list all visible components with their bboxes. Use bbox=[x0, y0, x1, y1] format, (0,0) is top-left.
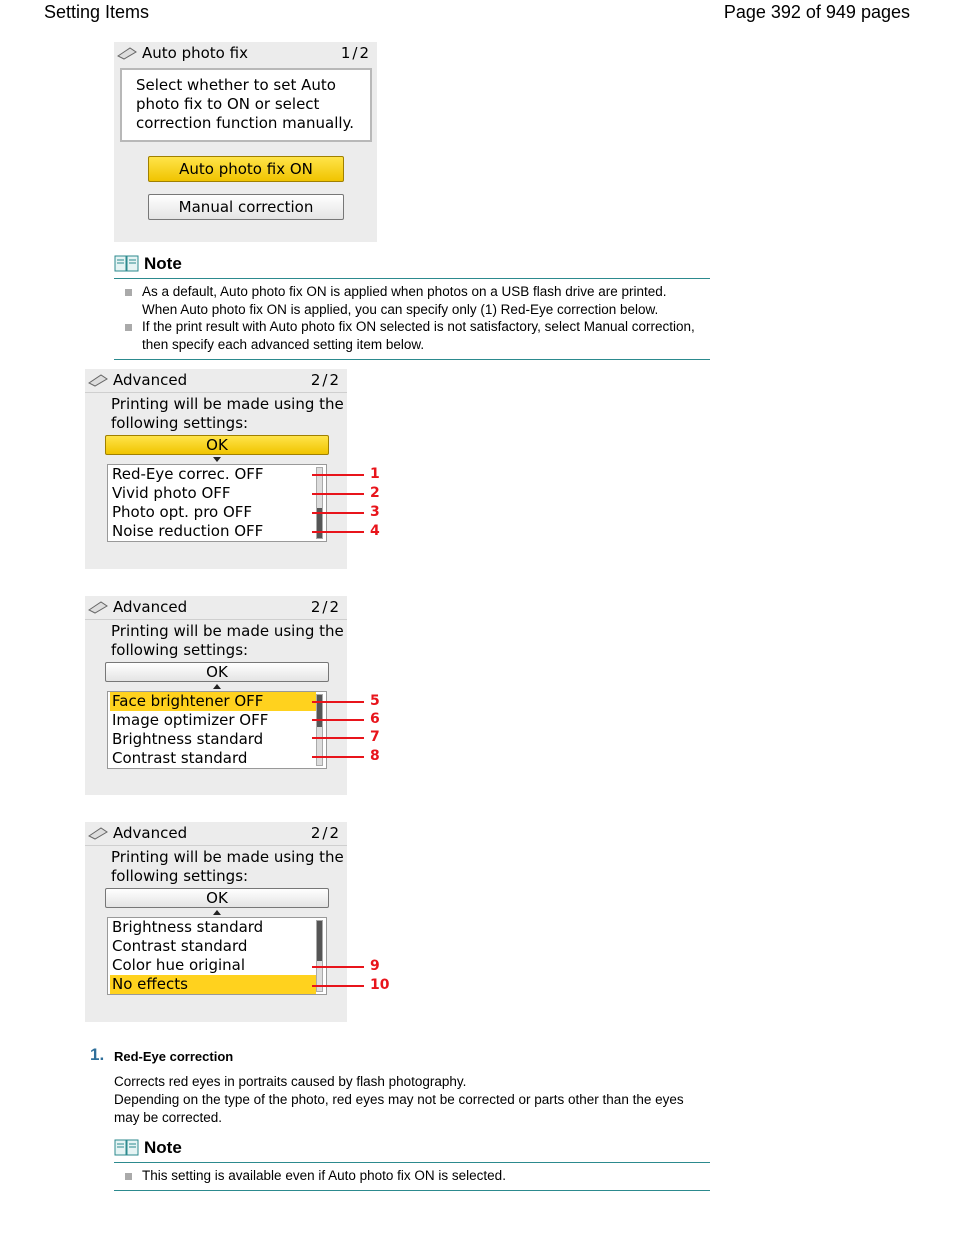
ok-button[interactable]: OK bbox=[105, 435, 329, 455]
list-item[interactable]: Brightness standard bbox=[112, 730, 264, 748]
pencil-icon bbox=[116, 46, 138, 60]
screen-title: Advanced bbox=[87, 824, 187, 842]
list-item[interactable]: Contrast standard bbox=[112, 749, 248, 767]
book-icon bbox=[114, 254, 140, 274]
section-number: 1. bbox=[90, 1045, 105, 1064]
screen-page-indicator: 1/2 bbox=[340, 44, 371, 62]
page-section-title: Setting Items bbox=[44, 2, 150, 22]
scroll-up-arrow-icon bbox=[213, 910, 221, 915]
note-bottom-divider bbox=[114, 359, 710, 360]
scrollbar[interactable] bbox=[316, 920, 323, 992]
callout-number: 8 bbox=[370, 748, 380, 764]
screen-message-line: Printing will be made using the bbox=[111, 622, 344, 640]
scroll-down-arrow-icon bbox=[213, 457, 221, 462]
screen-title: Advanced bbox=[87, 598, 187, 616]
list-item[interactable]: Image optimizer OFF bbox=[112, 711, 269, 729]
scroll-up-arrow-icon bbox=[213, 684, 221, 689]
callout-number: 4 bbox=[370, 523, 380, 539]
screen-message-line: following settings: bbox=[111, 867, 249, 885]
note-top-divider bbox=[114, 1162, 710, 1163]
callout-number: 9 bbox=[370, 958, 380, 974]
section-body: Corrects red eyes in portraits caused by flash photography. bbox=[114, 1074, 467, 1089]
advanced-screen-1 bbox=[85, 369, 347, 569]
callout-number: 10 bbox=[370, 977, 390, 993]
list-item[interactable]: Contrast standard bbox=[112, 937, 248, 955]
section-title: Red-Eye correction bbox=[114, 1049, 234, 1064]
message-box: Select whether to set Auto photo fix to ON or select correction function manually. bbox=[120, 68, 372, 142]
settings-list bbox=[107, 464, 327, 542]
screen-message-line: Printing will be made using the bbox=[111, 848, 344, 866]
book-icon bbox=[114, 1138, 140, 1158]
list-item[interactable]: Brightness standard bbox=[112, 918, 264, 936]
ok-button[interactable]: OK bbox=[105, 888, 329, 908]
list-item[interactable]: Face brightener OFF bbox=[110, 692, 316, 711]
list-item[interactable]: Red-Eye correc. OFF bbox=[112, 465, 264, 483]
note-bullet: This setting is available even if Auto photo fix ON is selected. bbox=[125, 1167, 705, 1185]
list-item[interactable]: Photo opt. pro OFF bbox=[112, 503, 253, 521]
pencil-icon bbox=[87, 600, 109, 614]
list-item[interactable]: Color hue original bbox=[112, 956, 246, 974]
note-heading: Note bbox=[114, 1138, 182, 1158]
note-top-divider bbox=[114, 278, 710, 279]
callout-number: 5 bbox=[370, 693, 380, 709]
settings-list bbox=[107, 917, 327, 995]
pencil-icon bbox=[87, 826, 109, 840]
callout-number: 2 bbox=[370, 485, 380, 501]
callout-number: 3 bbox=[370, 504, 380, 520]
page-counter: Page 392 of 949 pages bbox=[723, 2, 910, 22]
auto-photo-fix-on-button[interactable]: Auto photo fix ON bbox=[148, 156, 344, 182]
note-heading: Note bbox=[114, 254, 182, 274]
ok-button[interactable]: OK bbox=[105, 662, 329, 682]
note-bullet: As a default, Auto photo fix ON is applied when photos on a USB flash drive are printed. When Auto photo fix ON is applied, you can specify only (1) Red-Eye correction below. bbox=[125, 283, 705, 319]
advanced-screen-2 bbox=[85, 596, 347, 795]
scrollbar[interactable] bbox=[316, 467, 323, 539]
advanced-screen-3 bbox=[85, 822, 347, 1022]
callout-number: 6 bbox=[370, 711, 380, 727]
note-bullet: If the print result with Auto photo fix ON selected is not satisfactory, select Manual correction, then specify each advanced setting item below. bbox=[125, 318, 705, 354]
screen-message-line: Printing will be made using the bbox=[111, 395, 344, 413]
list-item[interactable]: Vivid photo OFF bbox=[112, 484, 231, 502]
settings-list bbox=[107, 691, 327, 769]
callout-number: 1 bbox=[370, 466, 380, 482]
screen-page-indicator: 2/2 bbox=[310, 371, 341, 389]
screen-message-line: following settings: bbox=[111, 414, 249, 432]
pencil-icon bbox=[87, 373, 109, 387]
screen-page-indicator: 2/2 bbox=[310, 598, 341, 616]
section-body: Depending on the type of the photo, red eyes may not be corrected or parts other than the eyes may be corrected. bbox=[114, 1092, 684, 1125]
callout-number: 7 bbox=[370, 729, 380, 745]
auto-photo-fix-screen bbox=[114, 42, 377, 242]
list-item[interactable]: Noise reduction OFF bbox=[112, 522, 264, 540]
screen-title: Advanced bbox=[87, 371, 187, 389]
screen-message-line: following settings: bbox=[111, 641, 249, 659]
screen-page-indicator: 2/2 bbox=[310, 824, 341, 842]
manual-correction-button[interactable]: Manual correction bbox=[148, 194, 344, 220]
note-bottom-divider bbox=[114, 1190, 710, 1191]
list-item[interactable]: No effects bbox=[110, 975, 316, 994]
screen-title: Auto photo fix bbox=[116, 44, 248, 62]
